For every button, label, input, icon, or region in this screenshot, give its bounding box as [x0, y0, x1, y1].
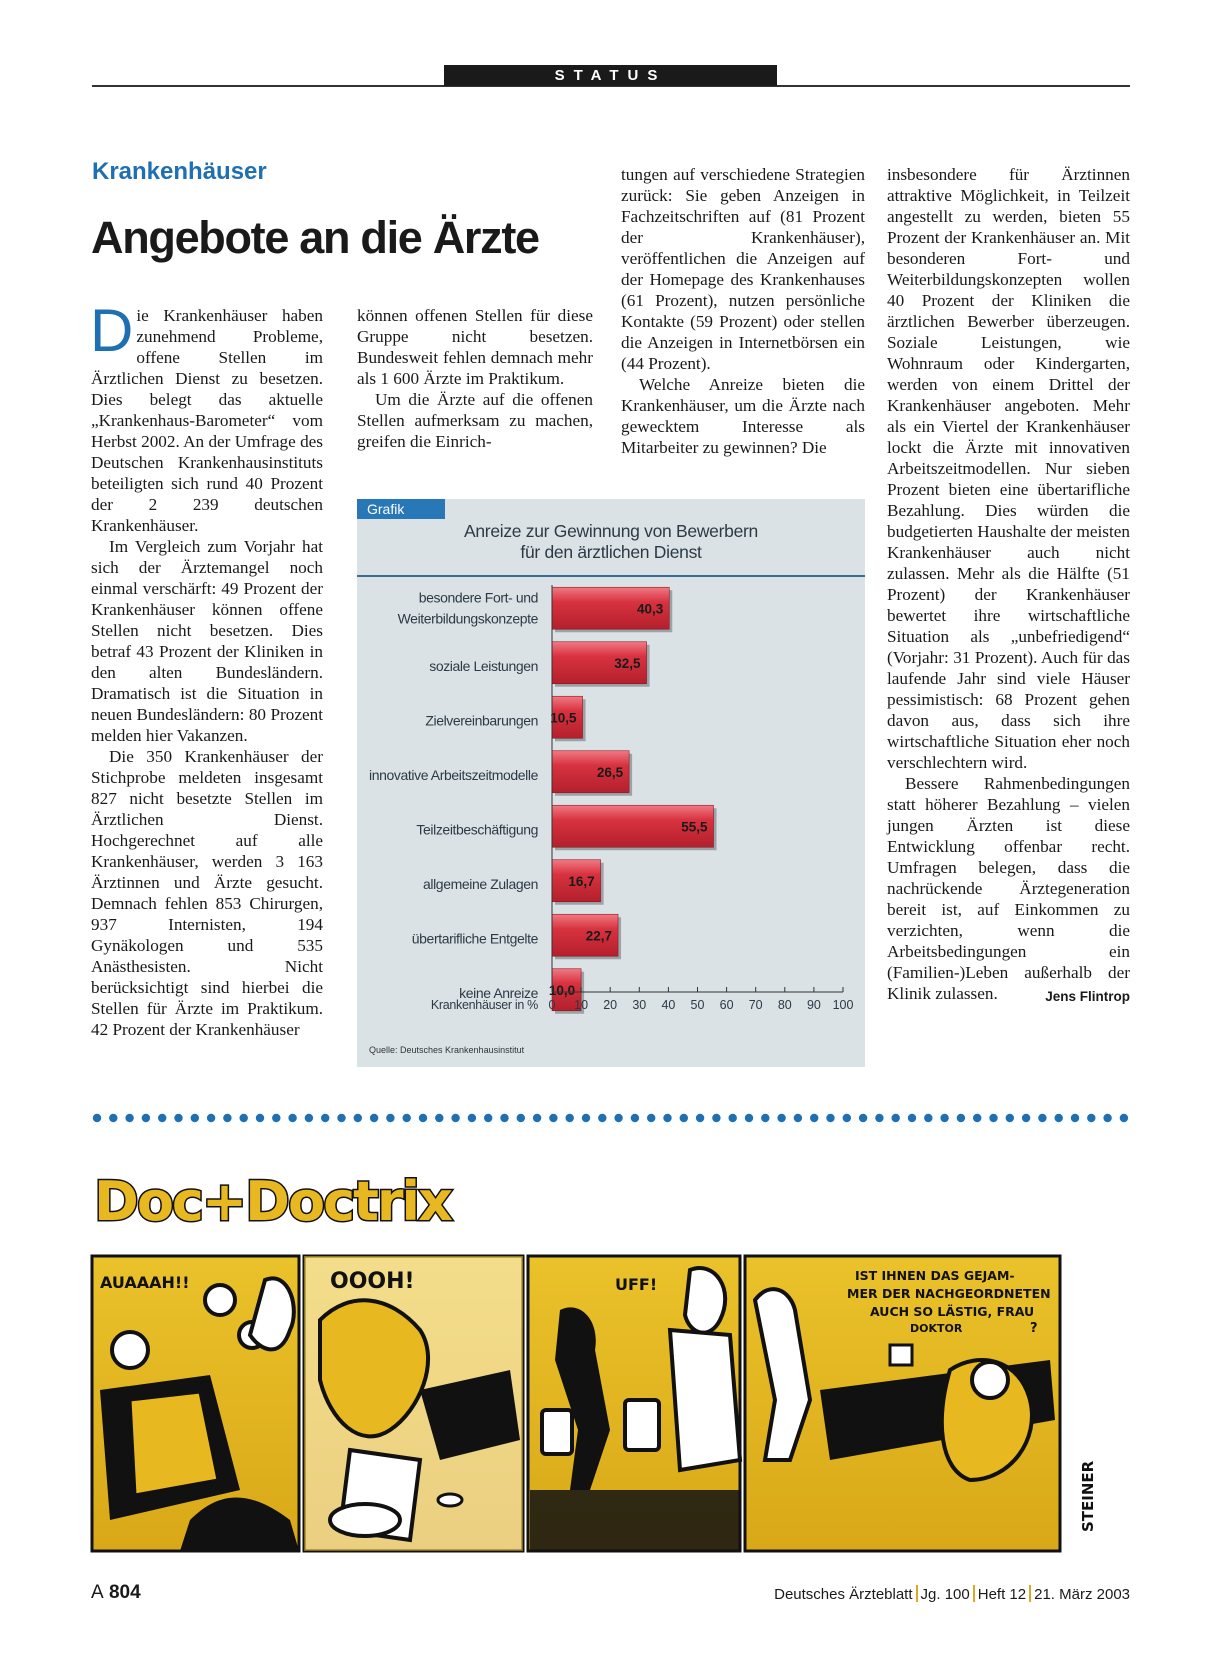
author-byline: Jens Flintrop [1045, 989, 1130, 1004]
paragraph: Welche Anreize bieten die Krankenhäuser, um die Ärzte nach gewecktem Interesse als Mitarbeiter zu gewinnen? Die [621, 375, 865, 457]
separator-dot [843, 1114, 851, 1122]
text-column-3 [621, 164, 865, 458]
article-headline: Angebote an die Ärzte [91, 212, 539, 263]
separator-dot [337, 1114, 345, 1122]
separator-dot [288, 1114, 296, 1122]
separator-dot [1103, 1114, 1111, 1122]
category-label: soziale Leistungen [429, 657, 538, 674]
journal-volume: Jg. 100 [920, 1586, 970, 1603]
text-column-2 [357, 305, 593, 452]
paragraph: insbesondere für Ärztinnen attraktive Möglichkeit, in Teilzeit angestellt zu werden, bieten 55 Prozent der Krankenhäuser an. Mit besonderen Fort- und Weiterbildungskonzepten wollen 40 Prozent der Kliniken die ärztlichen Bewerber überzeugen. Soziale Leistungen, wie Wohnraum oder Kindergarten, werden von einem Drittel der Krankenhäuser angeboten. Mehr als ein Viertel der Krankenhäuser lockt die Ärzte mit innovativen Arbeitszeitmodellen. Nur sieben Prozent bieten eine übertarifliche Bezahlung. Dies würden die budgetierten Haushalte der meisten Krankenhäuser auch nicht zulassen. Mehr als die Hälfte (51 Prozent) der Krankenhäuser bewertet ihre wirtschaftliche Situation als „unbefriedigend“ (Vorjahr: 31 Prozent). Auch für das laufende Jahr sind viele Häuser pessimistisch: 68 Prozent gehen davon aus, dass sich ihre wirtschaftliche Situation eher noch verschlechtern wird. [887, 165, 1130, 772]
separator-dot [93, 1114, 101, 1122]
x-tick-label: 30 [632, 998, 647, 1012]
separator-dot [468, 1114, 476, 1122]
svg-text:Doc+Doctrix: Doc+Doctrix [94, 1170, 451, 1233]
separator-dot [745, 1114, 753, 1122]
x-axis-label: Krankenhäuser in % [430, 998, 538, 1012]
category-label: innovative Arbeitszeitmodelle [369, 766, 538, 783]
comic-title [94, 1170, 453, 1233]
x-tick-label: 20 [603, 998, 618, 1012]
separator-dot [517, 1114, 525, 1122]
panel-2-text: OOOH! [330, 1269, 415, 1294]
separator-dot [777, 1114, 785, 1122]
bar-value-label: 22,7 [585, 928, 613, 944]
chart-source: Quelle: Deutsches Krankenhausinstitut [369, 1045, 525, 1055]
category-label: allgemeine Zulagen [423, 875, 538, 892]
separator-dot [989, 1114, 997, 1122]
separator [916, 1585, 918, 1602]
separator-dot [1006, 1114, 1014, 1122]
separator-dot [533, 1114, 541, 1122]
bar-value-label: 26,5 [596, 764, 624, 780]
paragraph: Im Vergleich zum Vorjahr hat sich der Ärztemangel noch einmal verschärft: 49 Prozent der Krankenhäuser können offene Stellen nicht besetzen. Dies betraf 43 Prozent der Kliniken in den alten Bundesländern. Dramatisch ist die Situation in neuen Bundesländern: 80 Prozent melden hier Vakanzen. [91, 537, 323, 745]
separator-dot [680, 1114, 688, 1122]
separator-dot [142, 1114, 150, 1122]
x-tick-label: 60 [719, 998, 734, 1012]
separator-dot [566, 1114, 574, 1122]
page-number-value: 804 [108, 1582, 141, 1603]
panel-1-text: AUAAAH!! [100, 1273, 190, 1292]
separator-dot [892, 1114, 900, 1122]
x-tick-label: 100 [832, 998, 854, 1012]
bar-value-label: 55,5 [681, 819, 708, 835]
separator-dot [1087, 1114, 1095, 1122]
separator-dot [614, 1114, 622, 1122]
journal-issue: Heft 12 [977, 1586, 1027, 1603]
page-prefix: A [91, 1582, 104, 1603]
separator-dot [973, 1114, 981, 1122]
category-label: Weiterbildungskonzepte [397, 610, 538, 627]
chart-plot [357, 499, 865, 1067]
panel-3-text: UFF! [615, 1275, 658, 1294]
journal-info [774, 1585, 1130, 1603]
separator-dot [158, 1114, 166, 1122]
separator-dot [1071, 1114, 1079, 1122]
separator-dot [957, 1114, 965, 1122]
category-label: keine Anreize [459, 984, 538, 1001]
paragraph: Um die Ärzte auf die offenen Stellen aufmerksam zu machen, greifen die Einrich- [357, 390, 593, 451]
separator-dot [631, 1114, 639, 1122]
journal-name: Deutsches Ärzteblatt [774, 1586, 913, 1603]
section-label: STATUS [444, 65, 777, 86]
chart-title-line: Anreize zur Gewinnung von Bewerbern [464, 521, 758, 541]
separator-dot [419, 1114, 427, 1122]
x-tick-label: 40 [661, 998, 676, 1012]
x-tick-label: 70 [748, 998, 763, 1012]
journal-date: 21. März 2003 [1034, 1586, 1130, 1603]
separator-dot [663, 1114, 671, 1122]
separator-dot [696, 1114, 704, 1122]
bar-value-label: 10,0 [548, 982, 576, 998]
comic-panel-2 [304, 1256, 523, 1551]
x-tick-label: 80 [777, 998, 792, 1012]
separator-dot [305, 1114, 313, 1122]
panel-4-line: DOKTOR [910, 1322, 963, 1335]
separator-dot [598, 1114, 606, 1122]
panel-4-line: MER DER NACHGEORDNETEN [847, 1286, 1051, 1301]
separator-dot [908, 1114, 916, 1122]
separator-dot [1055, 1114, 1063, 1122]
separator-dot [321, 1114, 329, 1122]
bar-value-label: 40,3 [636, 601, 664, 617]
paragraph: ie Krankenhäuser haben zunehmend Probleme, offene Stellen im Ärztlichen Dienst zu besetzen. Dies belegt das aktuelle „Krankenhaus-Barometer“ vom Herbst 2002. An der Umfrage des Deutschen Krankenhausinstituts beteiligten sich rund 40 Prozent der 2 239 deutschen Krankenhäuser. [91, 306, 323, 535]
separator-dot [370, 1114, 378, 1122]
separator-dot [223, 1114, 231, 1122]
separator-dot [1038, 1114, 1046, 1122]
separator-dot [924, 1114, 932, 1122]
separator-dot [647, 1114, 655, 1122]
page-number [91, 1582, 141, 1604]
category-label: Teilzeitbeschäftigung [416, 821, 538, 838]
bar-value-label: 32,5 [614, 655, 641, 671]
panel-4-line: IST IHNEN DAS GEJAM- [855, 1268, 1015, 1283]
separator-dot [125, 1114, 133, 1122]
dotted-separator [92, 1112, 1132, 1124]
text-column-4 [887, 164, 1130, 1007]
separator [1029, 1585, 1031, 1602]
dropcap: D [90, 297, 134, 364]
separator-dot [403, 1114, 411, 1122]
separator-dot [191, 1114, 199, 1122]
x-tick-label: 10 [574, 998, 589, 1012]
separator-dot [859, 1114, 867, 1122]
bar-value-label: 16,7 [568, 873, 595, 889]
x-tick-label: 50 [690, 998, 705, 1012]
separator-dot [256, 1114, 264, 1122]
paragraph: Bessere Rahmenbedingungen statt höherer Bezahlung – vielen jungen Ärzten ist diese Entwicklung offenbar recht. Umfragen belegen, dass die nachrückende Ärztegeneration bereit ist, auf Einkommen zu verzichten, wenn die Arbeitsbedingungen ein (Familien-)Leben außerhalb der Klinik zulassen. [887, 774, 1130, 1003]
separator [973, 1585, 975, 1602]
paragraph: tungen auf verschiedene Strategien zurück: Sie geben Anzeigen in Fachzeitschriften auf (81 Prozent der Krankenhäuser), veröffentlichen die Anzeigen auf der Homepage des Krankenhauses (61 Prozent), nutzen persönliche Kontakte (59 Prozent) oder stellen die Anzeigen in Internetbörsen ein (44 Prozent). [621, 165, 865, 373]
separator-dot [1022, 1114, 1030, 1122]
separator-dot [826, 1114, 834, 1122]
text-column-1 [90, 297, 323, 1040]
chart-title-line: für den ärztlichen Dienst [520, 542, 702, 562]
comic-signature: STEINER [1079, 1460, 1097, 1532]
category-label: übertarifliche Entgelte [411, 930, 538, 947]
separator-dot [109, 1114, 117, 1122]
article-kicker: Krankenhäuser [92, 158, 267, 185]
separator-dot [729, 1114, 737, 1122]
comic-panel-1 [92, 1256, 299, 1551]
separator-dot [549, 1114, 557, 1122]
comic-strip [90, 1160, 1135, 1555]
panel-4-line: AUCH SO LÄSTIG, FRAU [870, 1304, 1035, 1319]
bar-chart [357, 499, 865, 1067]
panel-4-extra: ? [1030, 1321, 1038, 1336]
x-tick-label: 0 [548, 998, 556, 1012]
separator-dot [1120, 1114, 1128, 1122]
bar-value-label: 10,5 [550, 710, 577, 726]
separator-dot [940, 1114, 948, 1122]
separator-dot [272, 1114, 280, 1122]
separator-dot [207, 1114, 215, 1122]
separator-dot [761, 1114, 769, 1122]
separator-dot [875, 1114, 883, 1122]
separator-dot [582, 1114, 590, 1122]
comic-panel-3 [528, 1256, 740, 1551]
separator-dot [712, 1114, 720, 1122]
paragraph: Die 350 Krankenhäuser der Stichprobe meldeten insgesamt 827 nicht besetzte Stellen im Ärztlichen Dienst. Hochgerechnet auf alle Krankenhäuser, werden 3 163 Ärztinnen und Ärzte gesucht. Demnach fehlen 853 Chirurgen, 937 Internisten, 194 Gynäkologen und 535 Anästhesisten. Nicht berücksichtigt sind hierbei die Stellen für Ärzte im Praktikum. 42 Prozent der Krankenhäuser [91, 747, 323, 1039]
separator-dot [354, 1114, 362, 1122]
separator-dot [451, 1114, 459, 1122]
separator-dot [484, 1114, 492, 1122]
separator-dot [386, 1114, 394, 1122]
chart-tag: Grafik [357, 499, 445, 519]
category-label: Zielvereinbarungen [425, 712, 538, 729]
separator-dot [810, 1114, 818, 1122]
category-label: besondere Fort- und [418, 589, 538, 606]
separator-dot [435, 1114, 443, 1122]
separator-dot [240, 1114, 248, 1122]
separator-dot [174, 1114, 182, 1122]
comic-panel-4 [745, 1256, 1060, 1551]
separator-dot [500, 1114, 508, 1122]
paragraph: können offenen Stellen für diese Gruppe nicht besetzen. Bundesweit fehlen demnach mehr als 1 600 Ärzte im Praktikum. [357, 306, 593, 388]
x-tick-label: 90 [806, 998, 821, 1012]
separator-dot [794, 1114, 802, 1122]
